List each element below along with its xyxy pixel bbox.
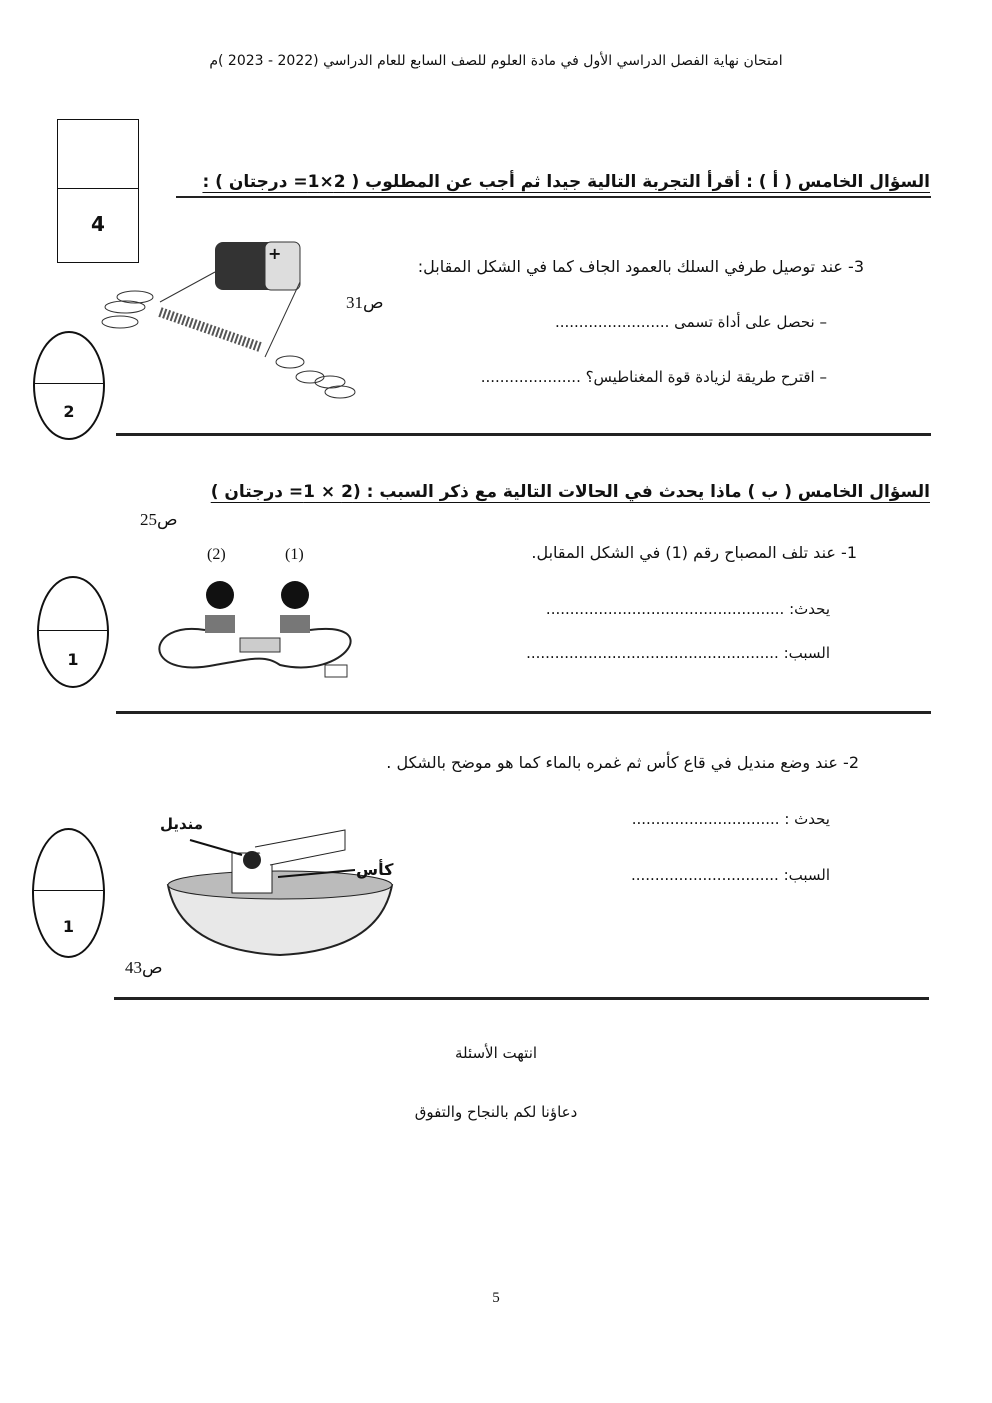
score-value: 1 [67,649,79,669]
closing-wish: دعاؤنا لكم بالنجاح والتفوق [414,1103,578,1121]
bulb-label-2: (2) [207,546,226,563]
q5b-heading: السؤال الخامس ( ب ) ماذا يحدث في الحالات التالية مع ذكر السبب : (2 × 1= درجتان ) [210,482,930,502]
q5b-item2-happens: يحدث : ............................... [631,810,830,828]
page-ref: ص43 [125,958,163,977]
q5a-item3: 3- عند توصيل طرفي السلك بالعمود الجاف كما في الشكل المقابل: [417,257,864,276]
score-value: 1 [62,916,75,936]
battery-plus-label: + [268,244,282,263]
q5b-item2: 2- عند وضع منديل في قاع كأس ثم غمره بالماء كما هو موضح بالشكل . [386,753,859,772]
q5a-line2: – اقترح طريقة لزيادة قوة المغناطيس؟ ..................... [480,368,827,386]
page-ref: ص31 [346,293,384,312]
q5b-item1: 1- عند تلف المصباح رقم (1) في الشكل المقابل. [531,543,857,562]
total-score-value: 4 [91,212,105,236]
glass-tissue-figure [160,825,400,960]
exam-header: امتحان نهاية الفصل الدراسي الأول في مادة العلوم للصف السابع للعام الدراسي (2022 - 2023 )م [209,53,783,69]
score-value: 2 [63,402,75,422]
q5b-item1-reason: السبب: ..................................................... [526,644,830,662]
circuit-bulbs-figure [145,570,385,685]
heading-underline [176,196,931,198]
page-ref: ص25 [140,510,178,529]
divider [114,997,929,1000]
label-tissue: منديل [160,815,204,833]
end-of-questions: انتهت الأسئلة [454,1044,538,1062]
q5b-item2-reason: السبب: ............................... [630,866,830,884]
label-glass: كأس [356,860,394,879]
score-oval [33,331,105,440]
divider [116,711,931,714]
page-number: 5 [492,1290,500,1306]
q5b-item1-happens: يحدث: .................................................. [545,600,830,618]
q5a-heading: السؤال الخامس ( أ ) : أقرأ التجربة التالية جيدا ثم أجب عن المطلوب ( 2×1= درجتان ) : [202,172,930,192]
bulb-label-1: (1) [285,546,304,563]
divider [116,433,931,436]
score-oval [32,828,105,958]
score-oval [37,576,109,688]
q5a-line1: – نحصل على أداة تسمى ........................ [554,313,827,331]
electromagnet-figure [100,232,365,412]
